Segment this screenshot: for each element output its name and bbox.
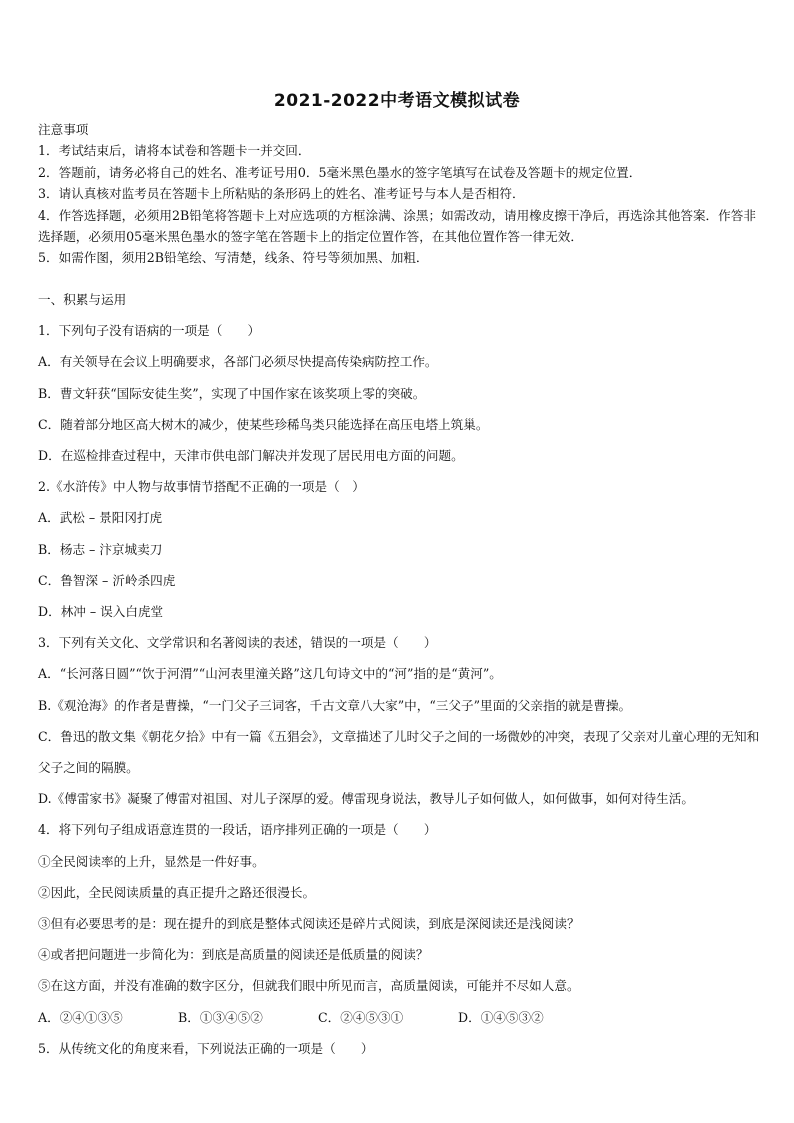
sentence-item: ⑤在这方面，并没有准确的数字区分，但就我们眼中所见而言，高质量阅读，可能并不尽如人意。 [38, 978, 580, 994]
option-item: B．①③④⑤② [178, 1009, 263, 1025]
notice-item: 4．作答选择题，必须用2B铅笔将答题卡上对应选项的方框涂满、涂黑；如需改动，请用橡皮擦干净后，再选涂其他答案．作答非选择题，必须用05毫米黑色墨水的签字笔在答题卡上的指定位置作答，在其他位置作答一律无效． [38, 207, 756, 245]
option-item: D．在巡检排查过程中，天津市供电部门解决并发现了居民用电方面的问题。 [38, 448, 464, 464]
option-item: C．鲁智深 – 沂岭杀四虎 [38, 572, 176, 588]
sentence-item: ③但有必要思考的是：现在提升的到底是整体式阅读还是碎片式阅读，到底是深阅读还是浅阅读？ [38, 916, 580, 932]
question-stem: 3．下列有关文化、文学常识和名著阅读的表述，错误的一项是（ ） [38, 635, 437, 651]
option-item: C．鲁迅的散文集《朝花夕拾》中有一篇《五猖会》，文章描述了儿时父子之间的一场微妙的冲突，表现了父亲对儿童心理的无知和父子之间的隔膜。 [38, 728, 760, 776]
page-title: 2021-2022中考语文模拟试卷 [273, 91, 521, 111]
notice-item: 3．请认真核对监考员在答题卡上所粘贴的条形码上的姓名、准考证号与本人是否相符． [38, 186, 525, 202]
section-heading: 一、积累与运用 [38, 292, 127, 307]
option-item: A．“长河落日圆”“饮于河渭”“山河表里潼关路”这几句诗文中的“河”指的是“黄河”。 [38, 666, 502, 682]
question-stem: 1．下列句子没有语病的一项是（ ） [38, 323, 261, 339]
option-item: B．杨志 – 汴京城卖刀 [38, 541, 163, 557]
sentence-item: ①全民阅读率的上升，显然是一件好事。 [38, 853, 265, 869]
option-item: D．①④⑤③② [458, 1009, 544, 1025]
option-item: C．随着部分地区高大树木的减少，使某些珍稀鸟类只能选择在高压电塔上筑巢。 [38, 416, 489, 432]
option-item: B.《观沧海》的作者是曹操，“一门父子三词客，千古文章八大家”中，“三父子”里面的父亲指的就是曹操。 [38, 697, 632, 713]
notice-heading: 注意事项 [38, 122, 89, 137]
notice-item: 2．答题前，请务必将自己的姓名、准考证号用0．5毫米黑色墨水的签字笔填写在试卷及答题卡的规定位置． [38, 164, 642, 180]
question-stem: 5．从传统文化的角度来看，下列说法正确的一项是（ ） [38, 1040, 374, 1056]
sentence-item: ②因此，全民阅读质量的真正提升之路还很漫长。 [38, 884, 316, 900]
option-item: D．林冲 – 误入白虎堂 [38, 604, 164, 620]
section-accumulation [38, 284, 760, 1064]
sentence-item: ④或者把问题进一步简化为：到底是高质量的阅读还是低质量的阅读？ [38, 947, 429, 963]
notice-item: 5．如需作图，须用2B铅笔绘、写清楚，线条、符号等须加黑、加粗． [38, 250, 429, 266]
question-stem: 4．将下列句子组成语意连贯的一段话，语序排列正确的一项是（ ） [38, 822, 437, 838]
notice-block [38, 119, 758, 269]
option-item: B．曹文轩获“国际安徒生奖”，实现了中国作家在该奖项上零的突破。 [38, 385, 426, 401]
question-stem: 2.《水浒传》中人物与故事情节搭配不正确的一项是（ ） [38, 479, 365, 495]
notice-item: 1．考试结束后，请将本试卷和答题卡一并交回． [38, 143, 311, 159]
option-item: A．有关领导在会议上明确要求，各部门必须尽快提高传染病防控工作。 [38, 354, 438, 370]
option-item: A．武松 – 景阳冈打虎 [38, 510, 163, 526]
option-item: C．②④⑤③① [318, 1009, 404, 1025]
option-row [38, 1002, 760, 1033]
option-item: D.《傅雷家书》凝聚了傅雷对祖国、对儿子深厚的爱。傅雷现身说法，教导儿子如何做人，如何做事，如何对待生活。 [38, 791, 694, 807]
option-item: A．②④①③⑤ [38, 1009, 123, 1025]
